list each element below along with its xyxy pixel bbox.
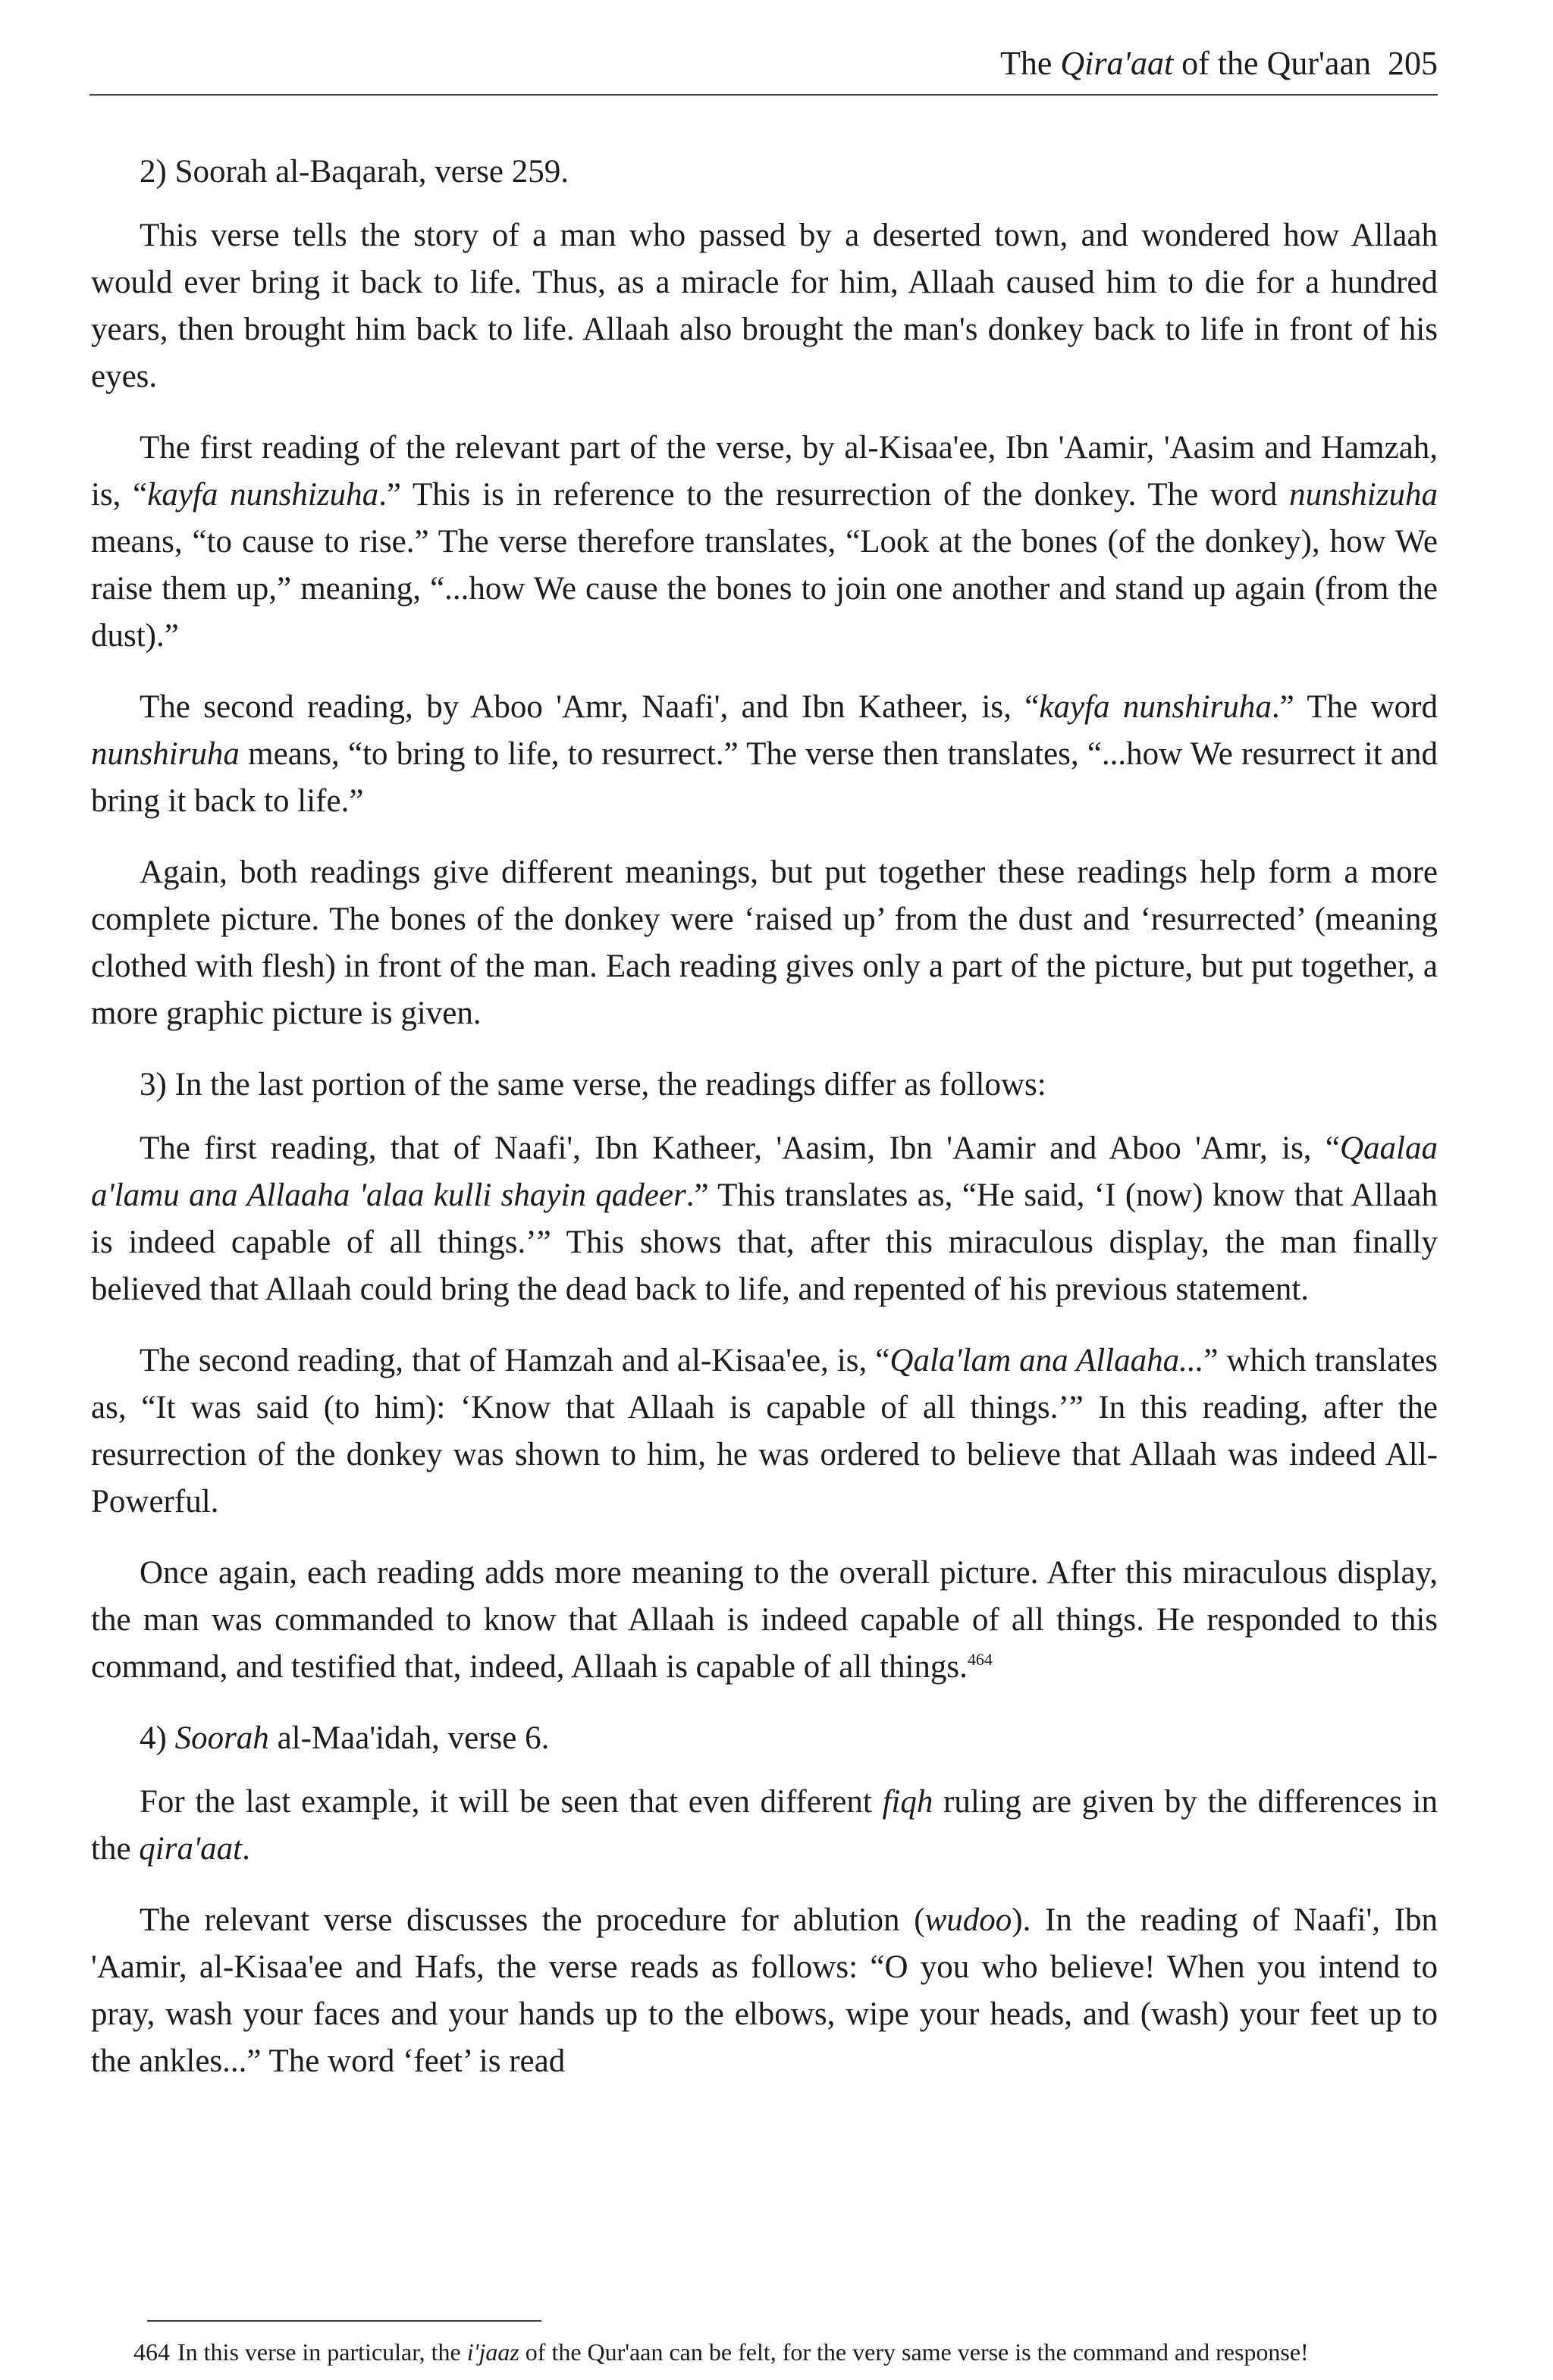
footnote-number: 464 <box>133 2338 170 2366</box>
paragraph-third-first-reading: The first reading, that of Naafi', Ibn Katheer, 'Aasim, Ibn 'Aamir and Aboo 'Amr, is, “Qaalaa a'lamu ana Allaaha 'alaa kulli shayin qadeer.” This translates as, “He said, ‘I (now) know that Allaah is indeed capable of all things.’” This shows that, after this miraculous display, the man finally believed that Allaah could bring the dead back to life, and repented of his previous statement. <box>91 1130 1438 1307</box>
example-heading-3: 3) In the last portion of the same verse, the readings differ as follows: <box>140 1067 1046 1102</box>
body-text <box>91 149 1438 2109</box>
paragraph-fiqh-example: For the last example, it will be seen that even different fiqh ruling are given by the differences in the qira'aat. <box>91 1784 1438 1867</box>
running-header <box>89 39 1438 96</box>
paragraph-first-reading: The first reading of the relevant part of the verse, by al-Kisaa'ee, Ibn 'Aamir, 'Aasim and Hamzah, is, “kayfa nunshizuha.” This is in reference to the resurrection of the donkey. The word nunshizuha means, “to cause to rise.” The verse therefore translates, “Look at the bones (of the donkey), how We raise them up,” meaning, “...how We cause the bones to join one another and stand up again (from the dust).” <box>91 430 1438 654</box>
paragraph-ablution: The relevant verse discusses the procedure for ablution (wudoo). In the reading of Naafi', Ibn 'Aamir, al-Kisaa'ee and Hafs, the verse reads as follows: “O you who believe! When you intend to pray, wash your faces and your hands up to the elbows, wipe your heads, and (wash) your feet up to the ankles...” The word ‘feet’ is read <box>91 1902 1438 2079</box>
footnote-ref-464[interactable]: 464 <box>967 1650 993 1669</box>
page-number: 205 <box>1388 45 1438 82</box>
paragraph-combined-meaning: Again, both readings give different meanings, but put together these readings help form a more complete picture. The bones of the donkey were ‘raised up’ from the dust and ‘resurrected’ (meaning clothed with flesh) in front of the man. Each reading gives only a part of the picture, but put together, a more graphic picture is given. <box>91 854 1438 1031</box>
example-heading-4: 4) Soorah al-Maa'idah, verse 6. <box>140 1720 550 1756</box>
paragraph-second-reading: The second reading, by Aboo 'Amr, Naafi', and Ibn Katheer, is, “kayfa nunshiruha.” The word nunshiruha means, “to bring to life, to resurrect.” The verse then translates, “...how We resurrect it and bring it back to life.” <box>91 689 1438 819</box>
footnote-464: 464 In this verse in particular, the i'jaaz of the Qur'aan can be felt, for the very same verse is the command and response! <box>133 2338 1309 2366</box>
example-heading-2: 2) Soorah al-Baqarah, verse 259. <box>140 154 569 190</box>
footnote-divider <box>147 2320 541 2322</box>
header-title: The Qira'aat of the Qur'aan <box>1000 45 1371 82</box>
paragraph-third-second-reading: The second reading, that of Hamzah and al-Kisaa'ee, is, “Qala'lam ana Allaaha...” which translates as, “It was said (to him): ‘Know that Allaah is capable of all things.’” In this reading, after the resurrection of the donkey was shown to him, he was ordered to believe that Allaah was indeed All-Powerful. <box>91 1343 1438 1519</box>
paragraph-story: This verse tells the story of a man who passed by a deserted town, and wondered how Allaah would ever bring it back to life. Thus, as a miracle for him, Allaah caused him to die for a hundred years, then brought him back to life. Allaah also brought the man's donkey back to life in front of his eyes. <box>91 218 1438 394</box>
paragraph-overall-picture: Once again, each reading adds more meaning to the overall picture. After this miraculous display, the man was commanded to know that Allaah is indeed capable of all things. He responded to this command, and testified that, indeed, Allaah is capable of all things.$^{464}$ <box>91 1555 1438 1685</box>
